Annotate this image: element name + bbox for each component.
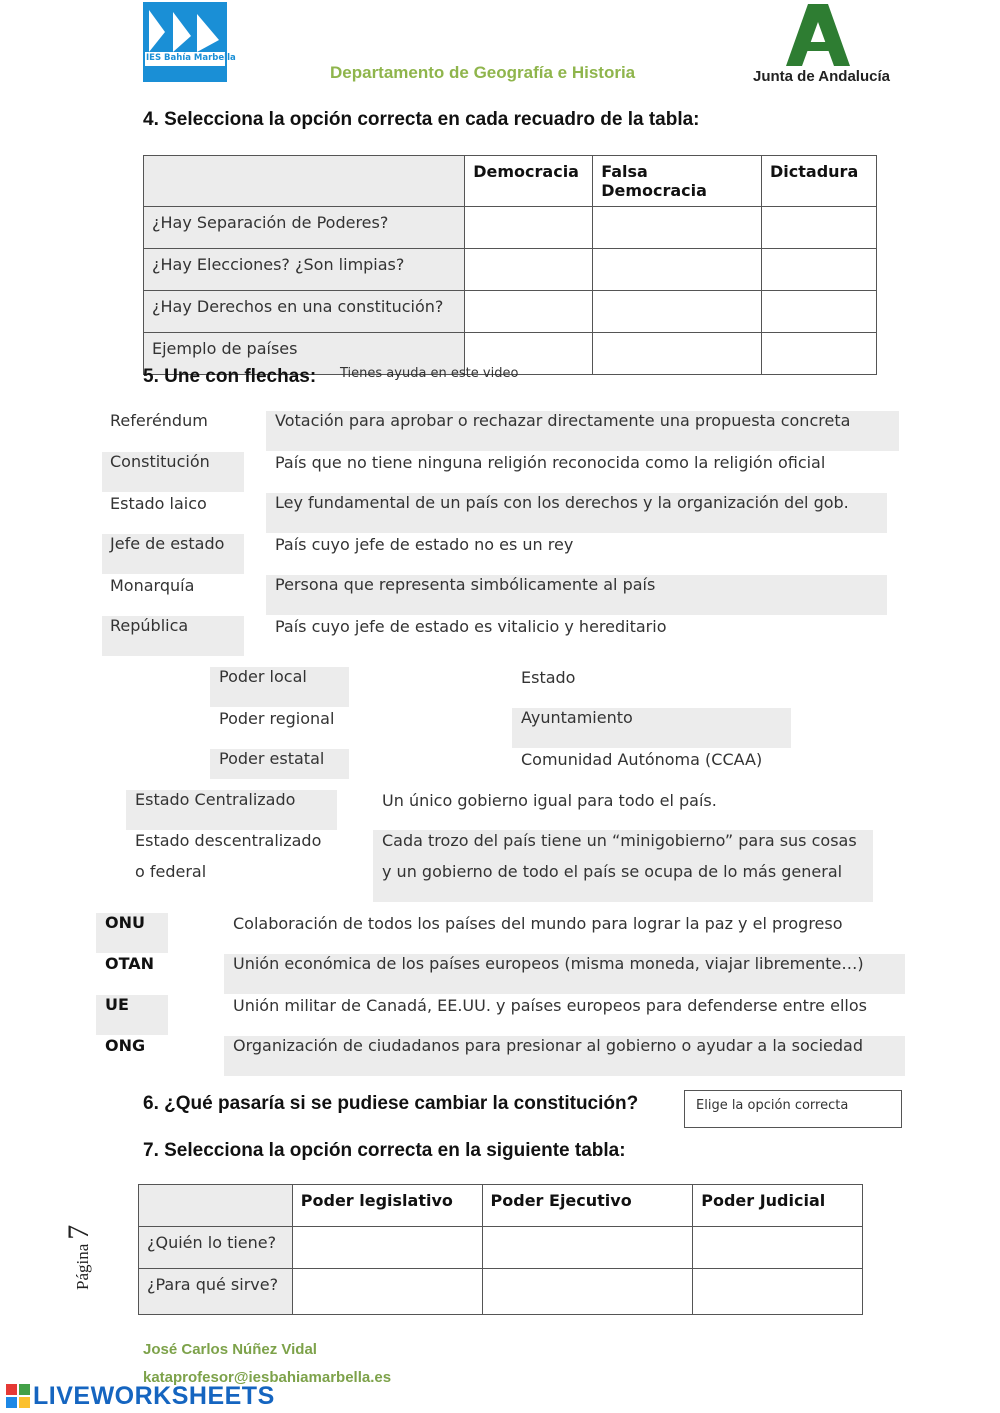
q6-select-placeholder: Elige la opción correcta [696, 1098, 849, 1113]
q4-col-democracia: Democracia [465, 156, 593, 207]
match-right-item[interactable]: Votación para aprobar o rechazar directamente una propuesta concreta [266, 411, 899, 451]
q7-row-label: ¿Quién lo tiene? [139, 1227, 293, 1269]
q7-answer-cell[interactable] [482, 1227, 693, 1269]
q5-title: 5. Une con flechas: [143, 366, 317, 387]
school-logo-text: IES Bahía Marbella [146, 53, 236, 63]
match-right-item[interactable]: Organización de ciudadanos para presionar al gobierno o ayudar a la sociedad [224, 1036, 905, 1076]
q7-answer-cell[interactable] [693, 1269, 863, 1315]
liveworksheets-logo-icon [6, 1384, 30, 1408]
match-left-item[interactable]: Referéndum [110, 411, 208, 430]
q4-answer-cell[interactable] [762, 291, 877, 333]
liveworksheets-wordmark: LIVEWORKSHEETS [33, 1382, 275, 1410]
match-right-item[interactable]: Colaboración de todos los países del mundo para lograr la paz y el progreso [233, 914, 843, 933]
match-right-item[interactable]: Ley fundamental de un país con los derechos y la organización del gob. [266, 493, 887, 533]
match-right-item[interactable]: Un único gobierno igual para todo el país. [382, 791, 717, 810]
match-right-item[interactable]: Unión militar de Canadá, EE.UU. y países europeos para defenderse entre ellos [233, 996, 867, 1015]
q4-row-label: Ejemplo de países [144, 333, 465, 375]
page-number-value: 7 [62, 1224, 95, 1240]
q4-answer-cell[interactable] [762, 333, 877, 375]
q7-header-corner [139, 1185, 293, 1227]
match-left-item[interactable]: Monarquía [110, 576, 195, 595]
q7-answer-cell[interactable] [482, 1269, 693, 1315]
match-right-item[interactable]: Persona que representa simbólicamente al país [266, 575, 887, 615]
match-right-item-cont: y un gobierno de todo el país se ocupa de lo más general [382, 862, 843, 881]
match-right-item[interactable]: País que no tiene ninguna religión reconocida como la religión oficial [275, 453, 826, 472]
q4-answer-cell[interactable] [593, 291, 762, 333]
q6-title: 6. ¿Qué pasaría si se pudiese cambiar la constitución? [143, 1093, 639, 1114]
q4-col-falsa-democracia: Falsa Democracia [593, 156, 762, 207]
match-right-item[interactable]: País cuyo jefe de estado no es un rey [275, 535, 574, 554]
q4-col-dictadura: Dictadura [762, 156, 877, 207]
q7-col-legislativo: Poder legislativo [292, 1185, 482, 1227]
match-right-item[interactable]: Ayuntamiento [512, 708, 791, 748]
q4-title: 4. Selecciona la opción correcta en cada recuadro de la tabla: [143, 109, 700, 130]
match-left-item[interactable]: Estado descentralizado [135, 831, 322, 850]
match-left-item[interactable]: Constitución [102, 452, 244, 492]
q4-answer-cell[interactable] [593, 207, 762, 249]
match-left-item[interactable]: Jefe de estado [102, 534, 244, 574]
q7-answer-cell[interactable] [292, 1269, 482, 1315]
q7-answer-cell[interactable] [693, 1227, 863, 1269]
match-right-item[interactable]: País cuyo jefe de estado es vitalicio y hereditario [275, 617, 667, 636]
junta-a-logo-icon [786, 4, 850, 66]
q4-answer-cell[interactable] [465, 249, 593, 291]
page-label: Página [73, 1243, 92, 1290]
q7-title: 7. Selecciona la opción correcta en la siguiente tabla: [143, 1140, 626, 1161]
q4-answer-cell[interactable] [593, 333, 762, 375]
q4-answer-cell[interactable] [593, 249, 762, 291]
q4-answer-cell[interactable] [762, 249, 877, 291]
q4-table [143, 155, 877, 375]
junta-logo-text: Junta de Andalucía [753, 68, 890, 85]
match-left-item[interactable]: ONG [105, 1036, 146, 1055]
match-left-item[interactable]: Poder regional [219, 709, 335, 728]
page-number [62, 1225, 96, 1290]
q4-answer-cell[interactable] [465, 291, 593, 333]
match-left-item[interactable]: Estado laico [110, 494, 207, 513]
q7-answer-cell[interactable] [292, 1227, 482, 1269]
department-title: Departamento de Geografía e Historia [330, 63, 636, 82]
match-left-item[interactable]: Poder local [210, 667, 349, 707]
help-video-link[interactable]: Tienes ayuda en este video [340, 366, 519, 381]
q4-answer-cell[interactable] [465, 207, 593, 249]
q4-row-label: ¿Hay Derechos en una constitución? [144, 291, 465, 333]
q7-row-label: ¿Para qué sirve? [139, 1269, 293, 1315]
junta-logo [750, 2, 890, 88]
match-right-item[interactable]: Comunidad Autónoma (CCAA) [521, 750, 763, 769]
q4-answer-cell[interactable] [762, 207, 877, 249]
q4-row-label: ¿Hay Separación de Poderes? [144, 207, 465, 249]
match-right-item[interactable]: Cada trozo del país tiene un “minigobierno” para sus cosas [382, 831, 857, 850]
q6-answer-select[interactable] [684, 1090, 902, 1128]
match-right-item[interactable]: Unión económica de los países europeos (misma moneda, viajar libremente…) [224, 954, 905, 994]
match-left-item-cont: o federal [135, 862, 207, 881]
q7-col-ejecutivo: Poder Ejecutivo [482, 1185, 693, 1227]
match-left-item[interactable]: OTAN [105, 954, 155, 973]
footer-author: José Carlos Núñez Vidal [143, 1341, 317, 1358]
match-right-item[interactable]: Estado [521, 668, 576, 687]
sailboats-logo-icon [143, 2, 227, 82]
q7-table [138, 1184, 863, 1315]
match-left-item[interactable]: Poder estatal [210, 749, 349, 779]
q4-header-corner [144, 156, 465, 207]
school-logo [143, 2, 236, 82]
q7-col-judicial: Poder Judicial [693, 1185, 863, 1227]
q4-row-label: ¿Hay Elecciones? ¿Son limpias? [144, 249, 465, 291]
match-left-item[interactable]: Estado Centralizado [126, 790, 337, 830]
match-left-item[interactable]: ONU [96, 913, 168, 953]
match-left-item[interactable]: UE [96, 995, 168, 1035]
footer-email[interactable]: kataprofesor@iesbahiamarbella.es [143, 1369, 392, 1386]
match-left-item[interactable]: República [102, 616, 244, 656]
